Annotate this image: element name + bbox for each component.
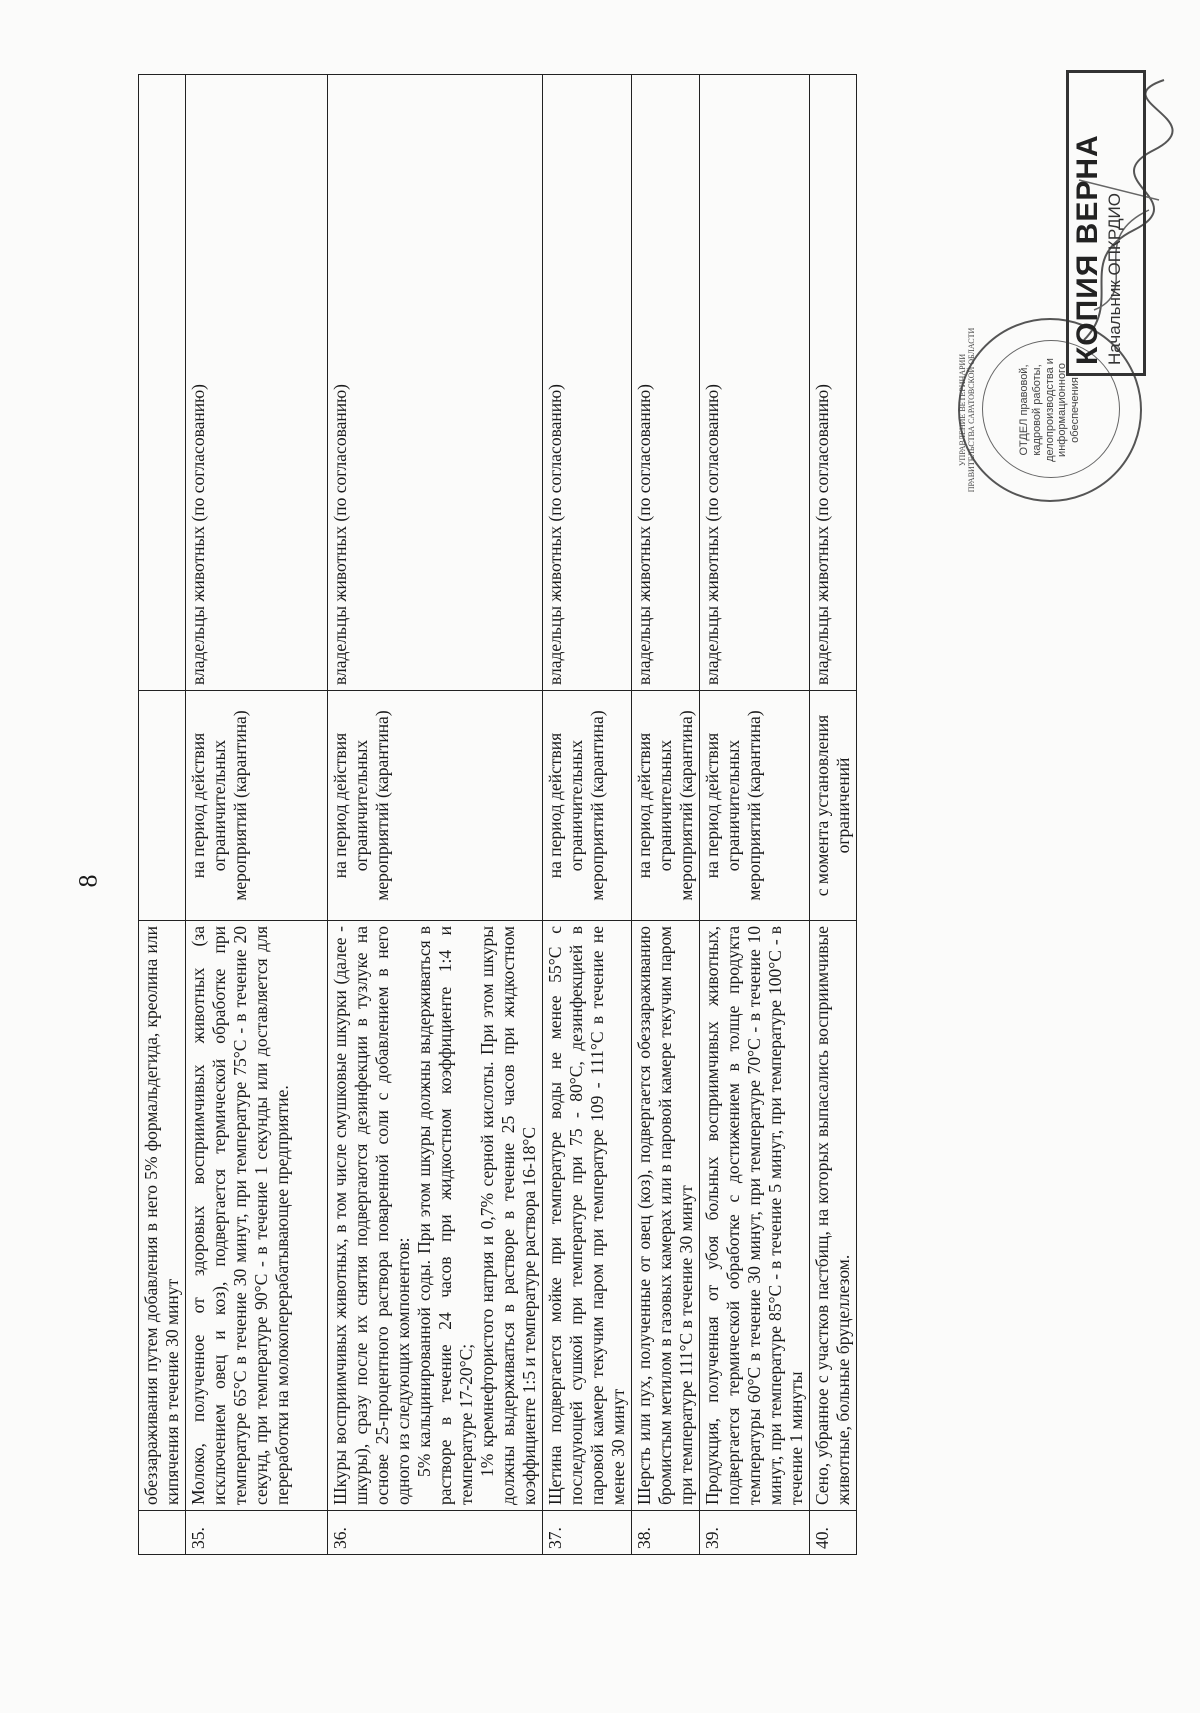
table-row xyxy=(632,75,700,1555)
activity-paragraph: Шерсть или пух, полученные от овец (коз), подвергается обеззараживанию бромистым метилом в газовых камерах или в паровой камере текучим паром при температуре 111°С в течение 30 минут xyxy=(634,926,696,1505)
row-term: с момента установления ограничений xyxy=(810,691,857,921)
table-row xyxy=(810,75,857,1555)
activity-paragraph: 1% кремнефтористого натрия и 0,7% серной кислоты. При этом шкуры должны выдерживаться в растворе в течение 25 часов при жидкостном коэффициенте 1:5 и температуре раствора 16-18°С xyxy=(477,926,539,1505)
activity-paragraph: Продукция, полученная от убоя больных восприимчивых животных, подвергается термической обработке с достижением в толще продукта температуры 60°С в течение 30 минут, при температуре 70°С - в течение 10 минут, при температуре 85°С - в течение 5 минут, при температуре 100°С - в течение 1 минуты xyxy=(702,926,806,1505)
row-activity xyxy=(700,921,810,1511)
row-term: на период действия ограничительных мероприятий (карантина) xyxy=(186,691,328,921)
row-number: 39. xyxy=(700,1511,810,1555)
table-row xyxy=(700,75,810,1555)
row-number: 40. xyxy=(810,1511,857,1555)
certification-stamp-subtitle: Начальник ОПКРДИО xyxy=(1105,193,1124,365)
row-activity xyxy=(328,921,543,1511)
row-term: на период действия ограничительных мероприятий (карантина) xyxy=(632,691,700,921)
row-responsible: владельцы животных (по согласованию) xyxy=(700,75,810,691)
row-number: 36. xyxy=(328,1511,543,1555)
row-term xyxy=(139,691,186,921)
measures-table xyxy=(138,74,857,1555)
row-responsible: владельцы животных (по согласованию) xyxy=(810,75,857,691)
row-activity xyxy=(810,921,857,1511)
row-number xyxy=(139,1511,186,1555)
row-responsible: владельцы животных (по согласованию) xyxy=(543,75,632,691)
round-stamp-rim-text: УПРАВЛЕНИЕ ВЕТЕРИНАРИИ ПРАВИТЕЛЬСТВА САРАТОВСКОЙ ОБЛАСТИ xyxy=(958,327,976,493)
page-number: 8 xyxy=(73,874,103,888)
rotated-table-wrapper xyxy=(138,75,857,1555)
round-stamp-center-text: ОТДЕЛ правовой, кадровой работы, делопроизводства и информационного обеспечения xyxy=(1018,358,1081,462)
certification-stamp-title: КОПИЯ ВЕРНА xyxy=(1071,134,1104,365)
row-number: 35. xyxy=(186,1511,328,1555)
row-activity xyxy=(186,921,328,1511)
table-row xyxy=(328,75,543,1555)
table-row xyxy=(543,75,632,1555)
row-activity xyxy=(632,921,700,1511)
measures-table-body xyxy=(139,75,857,1555)
row-term: на период действия ограничительных мероприятий (карантина) xyxy=(543,691,632,921)
row-term: на период действия ограничительных мероприятий (карантина) xyxy=(700,691,810,921)
row-responsible: владельцы животных (по согласованию) xyxy=(186,75,328,691)
activity-paragraph: обеззараживания путем добавления в него 5% формальдегида, креолина или кипячения в течение 30 минут xyxy=(141,926,182,1505)
certification-stamp xyxy=(1066,70,1146,376)
row-activity xyxy=(543,921,632,1511)
row-activity xyxy=(139,921,186,1511)
table-row xyxy=(186,75,328,1555)
row-responsible xyxy=(139,75,186,691)
row-responsible: владельцы животных (по согласованию) xyxy=(632,75,700,691)
row-term: на период действия ограничительных мероприятий (карантина) xyxy=(328,691,543,921)
row-number: 38. xyxy=(632,1511,700,1555)
activity-paragraph: Щетина подвергается мойке при температуре воды не менее 55°С с последующей сушкой при температуре при 75 - 80°С, дезинфекцией в паровой камере текучим паром при температуре 109 - 111°С в течение не менее 30 минут xyxy=(545,926,628,1505)
activity-paragraph: Молоко, полученное от здоровых восприимчивых животных (за исключением овец и коз), подвергается термической обработке при температуре 65°С в течение 30 минут, при температуре 75°С - в течение 20 секунд, при температуре 90°С - в течение 1 секунды или доставляется для переработки на молокоперерабатывающее предприятие. xyxy=(188,926,292,1505)
activity-paragraph: Шкуры восприимчивых животных, в том числе смушковые шкурки (далее - шкуры), сразу после их снятия подвергаются дезинфекции в тузлуке на основе 25-процентного раствора поваренной соли с добавлением в него одного из следующих компонентов: xyxy=(330,926,413,1505)
table-row xyxy=(139,75,186,1555)
activity-paragraph: 5% кальцинированной соды. При этом шкуры должны выдерживаться в растворе в течение 24 часов при жидкостном коэффициенте 1:4 и температуре 17-20°С; xyxy=(414,926,476,1505)
row-number: 37. xyxy=(543,1511,632,1555)
row-responsible: владельцы животных (по согласованию) xyxy=(328,75,543,691)
activity-paragraph: Сено, убранное с участков пастбищ, на которых выпасались восприимчивые животные, больные бруцеллезом. xyxy=(812,926,853,1505)
